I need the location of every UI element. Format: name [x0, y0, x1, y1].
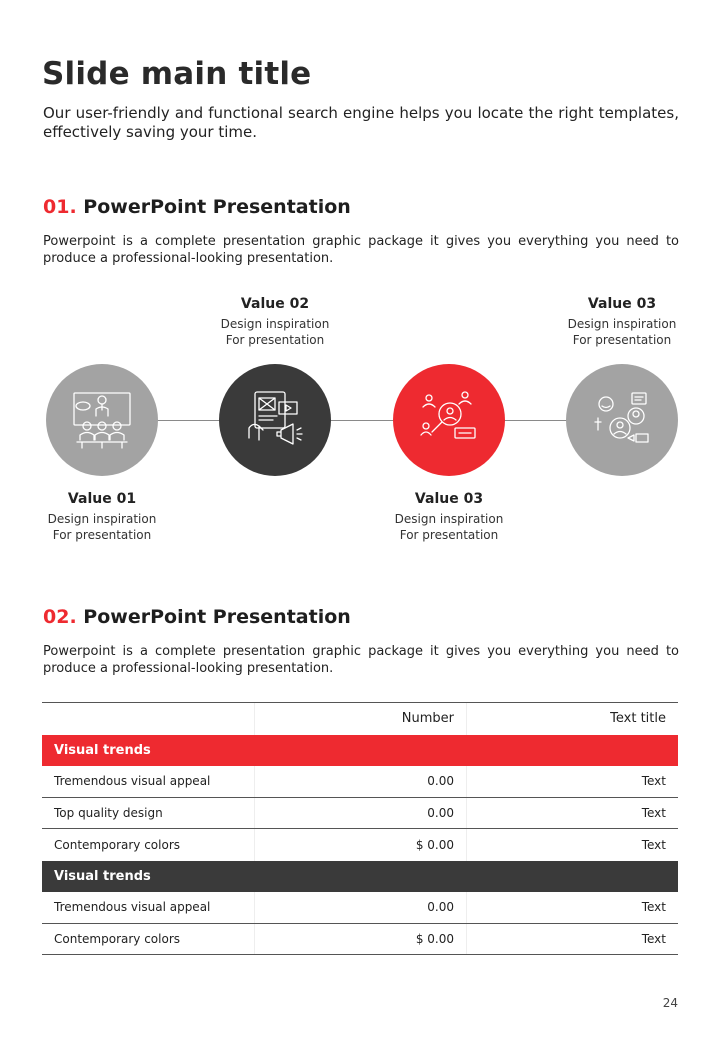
section-1-text: Powerpoint is a complete presentation graphic package it gives you everything you need to produce a professional-looking presentation. [43, 234, 679, 266]
table-group-row: Visual trends [42, 861, 678, 893]
value-03-title: Value 03 [414, 491, 484, 507]
media-marketing-icon [245, 390, 305, 450]
page-number: 24 [662, 996, 678, 1010]
value-04-description [552, 316, 692, 348]
value-02-line1: Design inspiration [220, 317, 330, 331]
value-02-label [205, 295, 345, 348]
table-cell: 0.00 [254, 766, 466, 797]
section-2-heading [43, 606, 351, 628]
table-cell: 0.00 [254, 892, 466, 923]
table-cell: Top quality design [54, 805, 163, 820]
table-header-row [42, 703, 678, 735]
table-row [42, 829, 678, 861]
value-03-description [379, 511, 519, 543]
value-03-line2: For presentation [399, 528, 499, 542]
table-cell: $ 0.00 [254, 924, 466, 955]
presentation-audience-icon [72, 390, 132, 450]
value-02-description [205, 316, 345, 348]
diagram-connector-line [102, 420, 622, 421]
value-02-title: Value 02 [240, 296, 310, 312]
value-02-circle [219, 364, 331, 476]
table-cell: Text [466, 766, 678, 797]
table-row [42, 766, 678, 798]
table-group-row: Visual trends [42, 735, 678, 767]
table-cell: Tremendous visual appeal [54, 900, 211, 915]
value-04-circle [566, 364, 678, 476]
people-search-icon [419, 390, 479, 450]
team-communication-icon [592, 390, 652, 450]
table-cell: $ 0.00 [254, 829, 466, 861]
value-03-circle-red [393, 364, 505, 476]
section-1-heading [43, 196, 351, 218]
page-title: Slide main title [42, 56, 312, 92]
value-04-line2: For presentation [572, 333, 672, 347]
table-header-cell: Number [254, 703, 466, 735]
value-03-line1: Design inspiration [394, 512, 504, 526]
value-01-line1: Design inspiration [47, 512, 157, 526]
table-cell: Text [466, 892, 678, 923]
value-01-label [32, 490, 172, 543]
section-1-title: PowerPoint Presentation [83, 196, 351, 218]
table-row [42, 924, 678, 956]
page-subtitle: Our user-friendly and functional search engine helps you locate the right templates, effectively saving your time. [43, 104, 679, 141]
section-2-title: PowerPoint Presentation [83, 606, 351, 628]
value-03-label [379, 490, 519, 543]
section-2-number: 02. [43, 606, 77, 628]
data-table [42, 702, 678, 955]
table-cell: Text [466, 924, 678, 955]
section-1-number: 01. [43, 196, 77, 218]
table-cell: 0.00 [254, 798, 466, 829]
value-04-line1: Design inspiration [567, 317, 677, 331]
value-01-title: Value 01 [67, 491, 137, 507]
table-row [42, 798, 678, 830]
section-2-text: Powerpoint is a complete presentation graphic package it gives you everything you need to produce a professional-looking presentation. [43, 644, 679, 676]
table-cell: Text [466, 829, 678, 861]
table-header-cell: Text title [466, 703, 678, 735]
table-cell: Text [466, 798, 678, 829]
value-04-title: Value 03 [587, 296, 657, 312]
value-01-circle [46, 364, 158, 476]
table-cell: Contemporary colors [54, 931, 180, 946]
value-02-line2: For presentation [225, 333, 325, 347]
table-cell: Tremendous visual appeal [54, 774, 211, 789]
table-row [42, 892, 678, 924]
value-04-label [552, 295, 692, 348]
value-01-line2: For presentation [52, 528, 152, 542]
table-header-cell [42, 703, 254, 735]
value-01-description [32, 511, 172, 543]
table-cell: Contemporary colors [54, 837, 180, 852]
